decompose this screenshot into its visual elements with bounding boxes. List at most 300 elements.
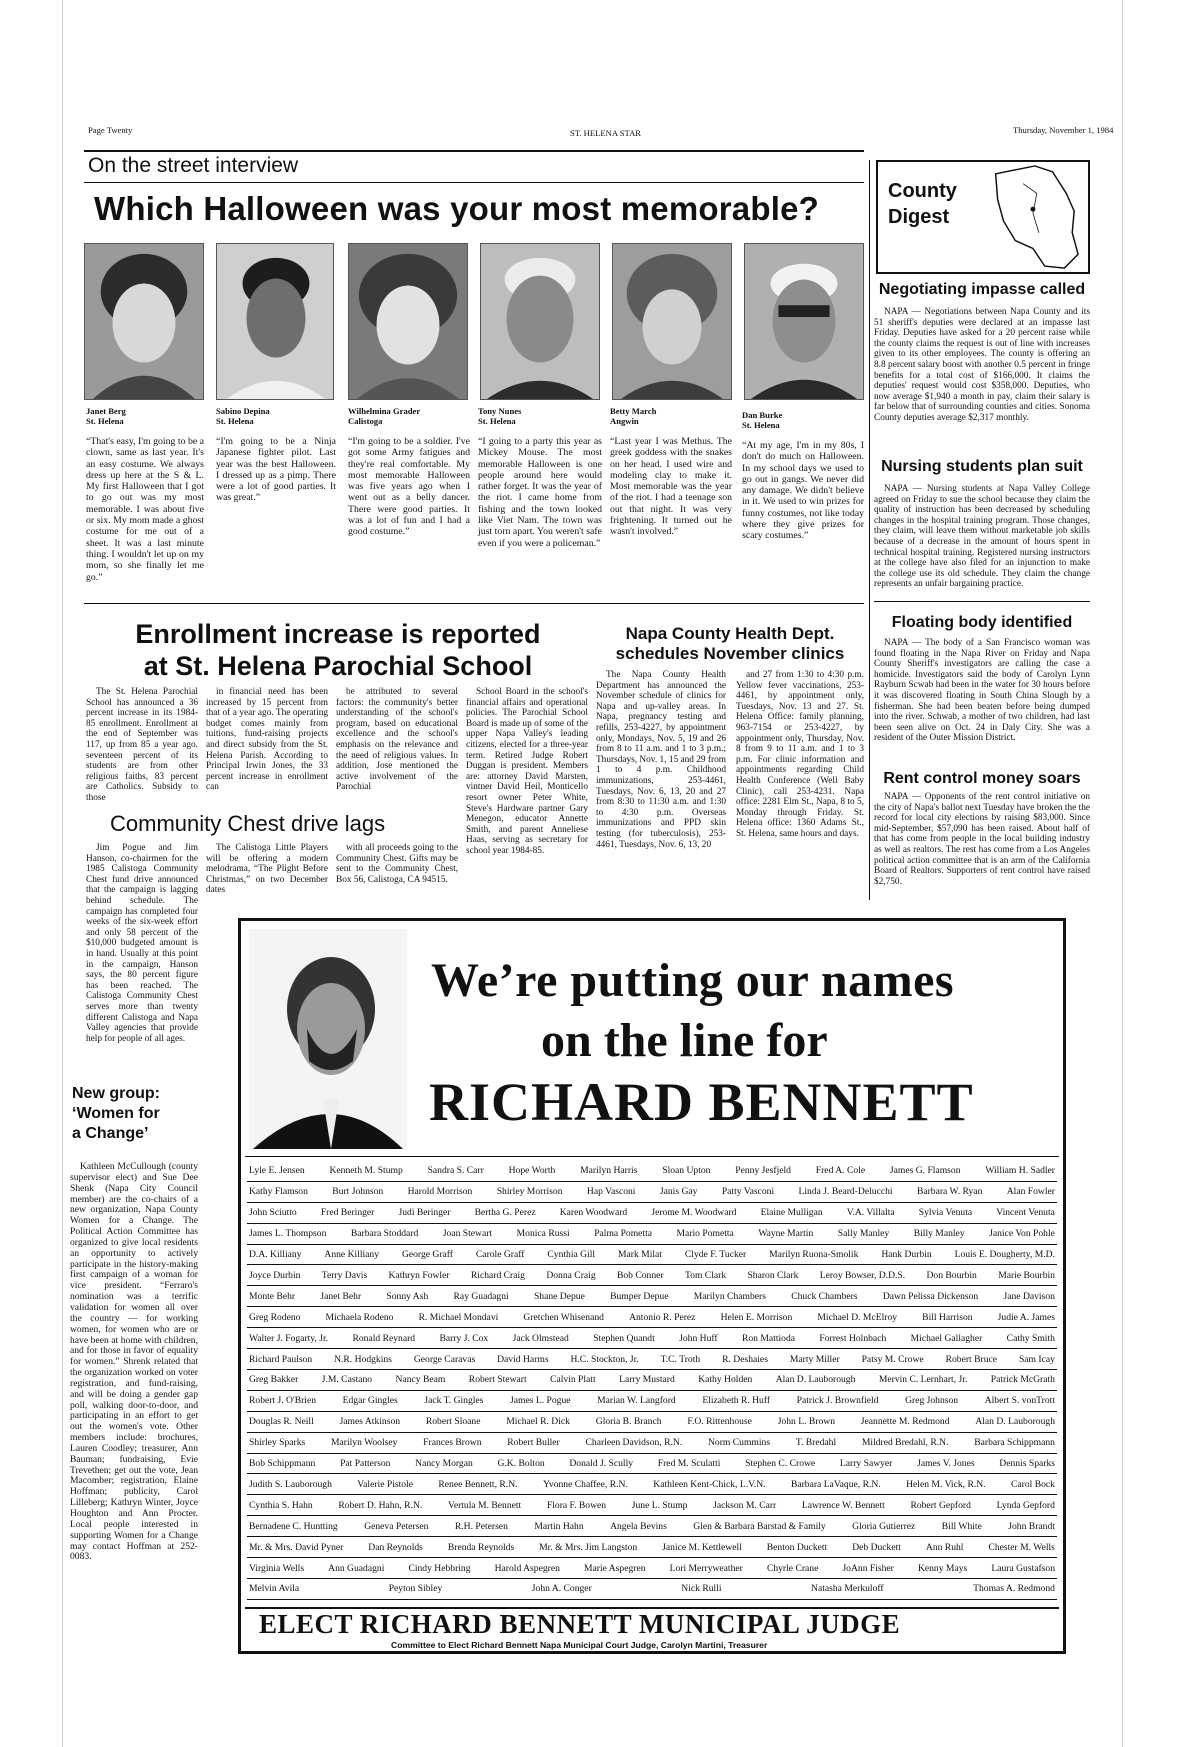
chest-col: Jim Pogue and Jim Hanson, co-chairmen for the 1985 Calistoga Community Chest fund drive announced that the campaign is lagging behind schedule. The campaign has completed four weeks of the six-week effort and only 58 percent of the $10,000 budgeted amount is in hand. Usually at this point in the campaign, Hanson says, the 80 percent figure has been reached. The Calistoga Community Chest serves more than twenty different Calistoga and Napa Valley agencies that provide help for people of all ages. [86, 843, 198, 1044]
supporter-name: Bob Conner [616, 1269, 664, 1281]
digest-headline: Rent control money soars [883, 770, 1081, 787]
supporter-name: Marty Miller [789, 1353, 840, 1365]
supporter-name: James L. Pogue [510, 1395, 571, 1407]
supporter-name: Janet Behr [320, 1290, 362, 1302]
supporter-name: Sandra S. Carr [427, 1165, 484, 1177]
supporter-name: Albert S. vonTrott [984, 1395, 1055, 1407]
supporter-name: Judith S. Lauborough [249, 1478, 332, 1490]
person-name: Wilhelmina Grader [348, 406, 421, 416]
digest-item [874, 614, 1090, 744]
supporter-name: Burt Johnson [332, 1186, 384, 1198]
enrollment-col: School Board in the school's financial affairs and operational policies. The Parochial School Board is made up of some of the upper Napa Valley's leading citizens, elected for a three-year term. Retired Judge Robert Duggan is president. Members are: attorney David Marsten, vintner David Heil, Monticello resort owner Peter White, Steve's Hardware partner Gary Menegon, educator Annette Smith, and parent Anneliese Haas, serving as secretary for school year 1984-85. [466, 687, 588, 856]
campaign-ad [238, 918, 1066, 1654]
supporter-name: Hank Durbin [881, 1249, 932, 1261]
supporter-name: Sylvia Venuta [918, 1207, 973, 1219]
supporter-name: Janis Gay [659, 1186, 698, 1198]
supporter-name: Chyrle Crane [766, 1562, 819, 1574]
supporter-row [247, 1558, 1057, 1579]
supporter-name: James G. Flamson [889, 1165, 961, 1177]
supporter-name: Ann Ruhl [925, 1541, 964, 1553]
supporter-name: Bill Harrison [922, 1311, 973, 1323]
supporter-name: Nancy Beam [395, 1374, 446, 1386]
supporter-name: George Graff [401, 1249, 453, 1261]
supporter-name: Greg Johnson [905, 1395, 959, 1407]
supporter-name: Harold Aspegren [494, 1562, 560, 1574]
portrait-photo [84, 243, 204, 400]
person-caption [86, 406, 204, 583]
digest-item [874, 770, 1090, 887]
supporter-name: Marilyn Harris [580, 1165, 638, 1177]
person-caption [610, 406, 732, 538]
supporter-name: Ronald Reynard [352, 1332, 416, 1344]
person-name: Sabino Depina [216, 406, 270, 416]
supporter-name: Walter J. Fogarty, Jr. [249, 1332, 329, 1344]
health-headline-line2: schedules November clinics [615, 644, 845, 663]
supporter-name: Elaine Mulligan [760, 1207, 823, 1219]
supporter-name: Harold Morrison [407, 1186, 473, 1198]
supporter-row [247, 1433, 1057, 1454]
digest-item [874, 281, 1090, 424]
supporter-name: T. Bredahl [795, 1437, 837, 1449]
supporter-name: Donna Craig [546, 1269, 596, 1281]
supporter-name: Elizabeth R. Huff [702, 1395, 771, 1407]
supporter-name: Stephen Quandt [593, 1332, 655, 1344]
person-town: Calistoga [348, 416, 383, 426]
supporter-name: Mildred Bredahl, R.N. [861, 1437, 949, 1449]
supporter-name: Bob Schippmann [249, 1458, 316, 1470]
supporter-name: Joan Stewart [442, 1228, 493, 1240]
health-col: The Napa County Health Department has announced the November schedule of clinics for Napa and up-valley areas. In Napa, pregnancy testing and refills, 253-4227, by appointment only, Mondays, Nov. 5, 19 and 26 from 8 to 11 a.m. and 1 to 3 p.m.; Thursdays, Nov. 1, 15 and 29 from 1 to 4 p.m. Childhood immunizations, 253-4461, Tuesdays, Nov. 6, 13, 20 and 27 from 8:30 to 11:30 a.m. and 1:30 to 4:30 p.m. Overseas immunizations and PPD skin testing (for tuberculosis), 253-4461, Tuesdays, Nov. 6, 13, 20 [596, 670, 726, 850]
supporter-name: Michael R. Dick [506, 1416, 570, 1428]
portrait-photo [216, 243, 334, 400]
supporter-row [247, 1579, 1057, 1600]
person-caption [216, 406, 336, 504]
supporter-name: Patrick J. Brownfield [796, 1395, 879, 1407]
supporter-name: Larry Mustard [619, 1374, 675, 1386]
women-headline [72, 1084, 212, 1144]
supporter-name: Chuck Chambers [791, 1290, 858, 1302]
supporter-name: V.A. Villalta [846, 1207, 895, 1219]
supporter-name: George Caravas [413, 1353, 476, 1365]
digest-text: NAPA — The body of a San Francisco woman was found floating in the Napa River on Friday and Napa County Sheriff's investigators are calling the case a homicide. Investigators said the body of Carolyn Lynn Rayburn Scwab had been in the water for 30 hours before it was discovered floating in South China Slough by a fisherman. She had been beaten before being dumped into the river. Schwab, a mother of two children, had last been seen alive on Oct. 24 in Daly City. She was a resident of the Outer Mission District. [874, 638, 1090, 744]
supporter-row [247, 1224, 1057, 1245]
supporter-name: Patty Vasconi [721, 1186, 775, 1198]
street-headline: Which Halloween was your most memorable? [94, 190, 819, 227]
supporter-name: Barbara Stoddard [350, 1228, 419, 1240]
supporter-name: Jack T. Gingles [424, 1395, 484, 1407]
section-kicker: On the street interview [88, 154, 299, 177]
person-quote: “I'm going to be a Ninja Japanese fighter pilot. Last year was the best Halloween. I dressed up as a pimp. There were a lot of good parties. It was great.” [216, 436, 336, 504]
newspaper-name: ST. HELENA STAR [570, 128, 642, 138]
supporter-name: Palma Pometta [594, 1228, 653, 1240]
supporter-name: John A. Conger [531, 1583, 592, 1595]
supporter-name: Cathy Smith [1006, 1332, 1055, 1344]
supporter-name: JoAnn Fisher [842, 1562, 894, 1574]
women-headline-line2: ‘Women for [72, 1105, 160, 1122]
enrollment-col: be attributed to several factors: the community's better understanding of the school's program, based on educational excellence and the school's emphasis on the relevance and the need of religious values. In addition, Jose mentioned the active involvement of the Parochial [336, 687, 458, 793]
person-name: Betty March [610, 406, 657, 416]
supporter-name: Barry J. Cox [439, 1332, 489, 1344]
portrait-photo [744, 243, 864, 400]
issue-date: Thursday, November 1, 1984 [1013, 125, 1114, 135]
supporter-name: R. Michael Mondavi [418, 1311, 499, 1323]
supporter-name: Shirley Morrison [496, 1186, 563, 1198]
supporter-name: Sloan Upton [662, 1165, 711, 1177]
supporter-name: Vertula M. Bennett [447, 1499, 522, 1511]
supporter-name: Forrest Holnbach [819, 1332, 887, 1344]
page-edge-rule [1122, 0, 1123, 1747]
supporter-name: Wayne Martin [758, 1228, 814, 1240]
supporter-name: Helen M. Vick, R.N. [906, 1478, 986, 1490]
supporter-name: Kathy Flamson [249, 1186, 308, 1198]
supporter-name: G.K. Bolton [497, 1458, 545, 1470]
person-caption [742, 410, 864, 542]
person-town: Angwin [610, 416, 639, 426]
supporter-name: Douglas R. Neill [249, 1416, 314, 1428]
supporter-name: Kathy Holden [698, 1374, 753, 1386]
person-quote: “That's easy, I'm going to be a clown, same as last year. It's an easy costume. We always dress up here at the S & L. My first Halloween that I got to go out was my most memorable. I was about five or six. My mom made a ghost costume for me out of a sheet. It was a last minute thing. I wouldn't let up on my mom, so she finally let me go.” [86, 436, 204, 583]
supporter-name: Sonny Ash [386, 1290, 429, 1302]
supporter-name: R. Deshaies [722, 1353, 768, 1365]
digest-title-line2: Digest [888, 206, 950, 228]
supporter-name: Lori Merryweather [669, 1562, 743, 1574]
supporter-name: Robert Stewart [468, 1374, 527, 1386]
supporter-name: John L. Brown [777, 1416, 835, 1428]
ad-headline-line3: RICHARD BENNETT [429, 1072, 974, 1132]
supporter-name: Gloria B. Branch [595, 1416, 662, 1428]
supporter-name: Carol Bock [1010, 1478, 1055, 1490]
person-town: St. Helena [478, 416, 516, 426]
supporter-name: Mr. & Mrs. Jim Langston [539, 1541, 638, 1553]
supporter-name: Geneva Petersen [364, 1520, 429, 1532]
supporter-name: Glen & Barbara Barstad & Family [693, 1520, 826, 1532]
supporter-row [247, 1245, 1057, 1266]
supporter-name: Dan Reynolds [368, 1541, 423, 1553]
supporter-row [247, 1495, 1057, 1516]
supporter-name: William H. Sadler [985, 1165, 1055, 1177]
supporter-name: Barbara Schippmann [974, 1437, 1055, 1449]
supporter-name: Judi Beringer [398, 1207, 451, 1219]
supporter-name: Penny Jesfjeld [735, 1165, 791, 1177]
supporter-name: Tom Clark [684, 1269, 727, 1281]
supporter-name: Cindy Hebbring [408, 1562, 471, 1574]
supporter-name: Alan Fowler [1006, 1186, 1055, 1198]
supporter-name: Sam Icay [1018, 1353, 1055, 1365]
supporter-name: Donald J. Scully [569, 1458, 634, 1470]
supporter-name: Jeannette M. Redmond [860, 1416, 950, 1428]
enrollment-headline-line1: Enrollment increase is reported [135, 619, 541, 649]
enrollment-col: The St. Helena Parochial School has announced a 36 percent increase in its 1984-85 enrollment. Enrollment at the end of September was 117, up from 85 a year ago. seventeen percent of its students are from other religious faiths, 83 percent are Catholics. Subsidy to those [86, 687, 198, 803]
supporter-name: Greg Bakker [249, 1374, 299, 1386]
supporter-name: Billy Manley [913, 1228, 965, 1240]
supporter-name: Richard Paulson [249, 1353, 313, 1365]
section-rule [84, 603, 864, 604]
supporter-name: Cynthia Gill [547, 1249, 596, 1261]
ad-headline-line2: on the line for [541, 1014, 828, 1067]
supporter-row [247, 1454, 1057, 1475]
supporter-name: John Brandt [1008, 1520, 1055, 1532]
person-name: Tony Nunes [478, 406, 522, 416]
digest-headline: Nursing students plan suit [881, 458, 1083, 475]
supporter-name: Valerie Pistole [357, 1478, 413, 1490]
supporter-name: Jackson M. Carr [713, 1499, 777, 1511]
supporter-name: John Huff [679, 1332, 718, 1344]
header-rule [84, 150, 864, 152]
supporter-name: Brenda Reynolds [447, 1541, 515, 1553]
portrait-photo [612, 243, 732, 400]
supporter-name: Patsy M. Crowe [861, 1353, 924, 1365]
supporter-row [247, 1391, 1057, 1412]
supporter-name: Alan D. Lauborough [775, 1374, 856, 1386]
women-text: Kathleen McCullough (county supervisor elect) and Sue Dee Shenk (Napa City Council member) are the co-chairs of a new organization, Napa County Women for a Change. The Political Action Committee has organized to give local residents an opportunity to actively participate in the history-making first campaign of a woman for vice president. “Ferraro's nomination was a terrific validation for women all over the country — for working women, for women who are or have been at home with children, and for those in favor of equality for women.” Shrenk related that the organization worked on voter registration, and fund-raising, and will be doing a gender gap poll, walking door-to-door, and participating in an effort to get out the women's vote. Other members include: brochures, Lauren Coodley; treasurer, Ann Bauman; fundraising, Evie Trevethen; get out the vote, Jean Macomber; registration, Elaine Hoffman; publicity, Carol Lilleberg; Kathryn Winter, Joyce Houghton and Ann Procter. Local people interested in supporting Women for a Change may contact Hoffman at 252-0083. [70, 1161, 198, 1563]
supporter-name: Greg Rodeno [249, 1311, 301, 1323]
supporter-name: Renee Bennett, R.N. [438, 1478, 518, 1490]
supporter-name: James V. Jones [917, 1458, 975, 1470]
supporter-name: Ann Guadagni [328, 1562, 385, 1574]
supporter-name: Calvin Platt [550, 1374, 596, 1386]
supporter-name: Janice Von Pohle [989, 1228, 1055, 1240]
person-town: St. Helena [742, 420, 780, 430]
supporter-name: Janice M. Kettlewell [662, 1541, 742, 1553]
supporter-name: Peyton Sibley [388, 1583, 443, 1595]
supporter-name: Fred M. Sculatti [657, 1458, 721, 1470]
supporter-name: Robert J. O'Brien [249, 1395, 317, 1407]
person-quote: “I going to a party this year as Mickey Mouse. The most memorable Halloween is one people around here would rather forget. It was the year of the riot. I came home from fishing and the town looked like Viet Nam. The town was just torn apart. You weren't safe even if you were a policeman.” [478, 436, 602, 549]
supporter-name: Melvin Avila [249, 1583, 300, 1595]
supporter-name: Flora F. Bowen [546, 1499, 607, 1511]
supporter-name: Natasha Merkuloff [811, 1583, 884, 1595]
health-headline-line1: Napa County Health Dept. [625, 624, 835, 643]
supporter-name: Pat Patterson [340, 1458, 391, 1470]
supporter-name: Jack Olmstead [512, 1332, 569, 1344]
supporter-name: Linda J. Beard-Delucchi [798, 1186, 893, 1198]
supporter-name: Robert Buller [507, 1437, 560, 1449]
supporter-name: Marilyn Ruona-Smolik [769, 1249, 859, 1261]
supporter-name: Kathryn Fowler [388, 1269, 450, 1281]
supporter-name: J.M. Castano [321, 1374, 373, 1386]
page-number: Page Twenty [88, 125, 133, 135]
supporter-name: Robert Bruce [945, 1353, 998, 1365]
supporter-row [247, 1307, 1057, 1328]
supporter-name: Chester M. Wells [988, 1541, 1055, 1553]
supporter-name: Gretchen Whisenand [523, 1311, 604, 1323]
supporter-name: Thomas A. Redmond [973, 1583, 1055, 1595]
supporter-row [247, 1203, 1057, 1224]
person-quote: “I'm going to be a soldier. I've got some Army fatigues and they're real comfortable. My most memorable Halloween was five years ago when I went out as a belly dancer. There were good parties. It was a lot of fun and I had a good costume.” [348, 436, 470, 538]
supporter-name: John Sciutto [249, 1207, 297, 1219]
portrait-photo [480, 243, 600, 400]
supporter-name: Angela Bevins [610, 1520, 667, 1532]
supporter-name: Michael Gallagher [910, 1332, 983, 1344]
supporter-name: Bernadene C. Huntting [249, 1520, 338, 1532]
enrollment-headline [88, 618, 588, 682]
supporter-name: Dawn Pelissa Dickenson [882, 1290, 979, 1302]
digest-text: NAPA — Opponents of the rent control initiative on the city of Napa's ballot next Tuesday have broken the the record for local city elections by raising $83,000. Since mid-September, $57,090 has been raised. About half of that has come from people in the local building industry as well as realtors. The rest has come from a Los Angeles political action committee that is an arm of the California Board of Realtors. Supporters of rent control have raised $2,750. [874, 792, 1090, 887]
supporter-name: Ron Mattioda [741, 1332, 795, 1344]
supporter-name: Joyce Durbin [249, 1269, 301, 1281]
supporter-name: Antonio R. Perez [629, 1311, 696, 1323]
supporter-name: Jerome M. Woodward [651, 1207, 737, 1219]
supporter-name: Marilyn Woolsey [330, 1437, 398, 1449]
chest-headline: Community Chest drive lags [110, 811, 386, 836]
digest-headline: Negotiating impasse called [878, 281, 1086, 298]
supporter-name: Virginia Wells [249, 1562, 305, 1574]
supporter-name: Alan D. Lauborough [975, 1416, 1055, 1428]
supporter-name: Benton Duckett [766, 1541, 828, 1553]
supporter-name: Cynthia S. Hahn [249, 1499, 313, 1511]
supporter-name: James L. Thompson [249, 1228, 327, 1240]
supporter-name: Monte Behr [249, 1290, 296, 1302]
digest-text: NAPA — Nursing students at Napa Valley College agreed on Friday to sue the school because they claim the quality of instruction has been decreased by scheduling changes in the hospital training program. Those changes, they claim, will leave them without marketable job skills because of a decrease in the amount of hours spent in technical hospital training. Registered nursing instructors at the college have also filed for an injunction to make the college use its old schedule. They claim the change represents an unfair bargaining practice. [874, 484, 1090, 590]
supporter-name: David Harms [497, 1353, 549, 1365]
person-name: Janet Berg [86, 406, 126, 416]
supporter-name: Lawrence W. Bennett [801, 1499, 885, 1511]
supporter-name: Bill White [941, 1520, 982, 1532]
supporter-name: Marian W. Langford [597, 1395, 676, 1407]
supporter-name: Larry Sawyer [839, 1458, 893, 1470]
person-town: St. Helena [86, 416, 124, 426]
supporter-name: Monica Russi [516, 1228, 570, 1240]
supporter-row [247, 1182, 1057, 1203]
person-name: Dan Burke [742, 410, 783, 420]
supporter-name: Don Bourbin [926, 1269, 977, 1281]
enrollment-col: in financial need has been increased by 15 percent from that of a year ago. The operating budget comes mainly from tuitions, fund-raising projects and direct subsidy from the St. Helena Parish. According to Principal Irwin Jones, the 33 percent increase in enrollment can [206, 687, 328, 793]
supporter-name: Robert Sloane [425, 1416, 481, 1428]
chest-col: with all proceeds going to the Community Chest. Gifts may be sent to the Community Chest, Box 56, Calistoga, CA 94515. [336, 843, 458, 885]
supporter-name: Laura Gustafson [991, 1562, 1055, 1574]
person-quote: “At my age, I'm in my 80s, I don't do much on Halloween. In my school days we used to go out in gangs. We never did any damage. We didn't believe in it. We used to win prizes for funny costumes, not like today where they give prizes for scary costumes.” [742, 440, 864, 542]
person-caption [348, 406, 470, 538]
supporter-name: Barbara LaVaque, R.N. [790, 1478, 881, 1490]
supporter-name: Shirley Sparks [249, 1437, 306, 1449]
supporter-name: Marie Bourbin [998, 1269, 1055, 1281]
supporter-name: Jane Davison [1003, 1290, 1055, 1302]
supporter-name: Leroy Bowser, D.D.S. [819, 1269, 906, 1281]
supporter-name: Fred Beringer [320, 1207, 375, 1219]
person-caption [478, 406, 602, 549]
supporter-name: Bumper Depue [610, 1290, 669, 1302]
page-edge-rule [62, 0, 63, 1747]
portrait-photo [348, 243, 468, 400]
supporter-name: Marie Aspegren [583, 1562, 646, 1574]
supporter-name: Richard Craig [470, 1269, 525, 1281]
supporter-name: Norm Cummins [707, 1437, 771, 1449]
supporter-name: Terry Davis [321, 1269, 368, 1281]
supporter-name: Lynda Gepford [996, 1499, 1055, 1511]
supporter-row [247, 1475, 1057, 1496]
digest-item [874, 458, 1090, 590]
supporter-row [247, 1349, 1057, 1370]
supporter-name: Carole Graff [475, 1249, 525, 1261]
supporter-name: Lyle E. Jensen [249, 1165, 305, 1177]
supporter-row [247, 1516, 1057, 1537]
county-digest-box [876, 160, 1090, 274]
supporter-name: D.A. Killiany [249, 1249, 302, 1261]
supporter-names-grid [241, 1161, 1063, 1601]
chest-col: The Calistoga Little Players will be offering a modern melodrama, “The Plight Before Christmas,” on two December dates [206, 843, 328, 896]
digest-rule [874, 601, 1090, 602]
supporter-name: Marilyn Chambers [693, 1290, 766, 1302]
column-rule [869, 160, 870, 900]
ad-rule [245, 1156, 1059, 1157]
supporter-name: R.H. Petersen [454, 1520, 508, 1532]
digest-text: NAPA — Negotiations between Napa County and its 51 sheriff's deputies were declared at an impasse last Friday. Deputies have asked for a 20 percent raise while the county claims the request is out of line with increases given to its other employees. The county is offering an 8.8 percent salary boost with another 0.5 percent in fringe benefits for a total cost of $166,000. It claims the deputies' request would cost $358,000. Deputies, who now average $1,940 a month in pay, claim their salary is far below that of surrounding counties and cities. Sonoma County deputies average $2,317 monthly. [874, 307, 1090, 423]
supporter-name: Charleen Davidson, R.N. [585, 1437, 683, 1449]
women-headline-line1: New group: [72, 1085, 160, 1102]
supporter-name: Hope Worth [508, 1165, 556, 1177]
supporter-name: Martin Hahn [534, 1520, 584, 1532]
supporter-name: Stephen C. Crowe [745, 1458, 816, 1470]
supporter-row [247, 1266, 1057, 1287]
women-headline-line3: a Change’ [72, 1125, 149, 1142]
supporter-name: Patrick McGrath [990, 1374, 1055, 1386]
elect-banner: ELECT RICHARD BENNETT MUNICIPAL JUDGE [259, 1609, 901, 1639]
digest-title-line1: County [888, 180, 957, 202]
supporter-name: Fred A. Cole [815, 1165, 866, 1177]
supporter-row [247, 1161, 1057, 1182]
county-map-icon [972, 164, 1088, 272]
supporter-row [247, 1286, 1057, 1307]
supporter-name: Anne Killiany [324, 1249, 380, 1261]
supporter-name: Mr. & Mrs. David Pyner [249, 1541, 344, 1553]
supporter-name: Mervin C. Lernhart, Jr. [878, 1374, 968, 1386]
supporter-name: Helen E. Morrison [720, 1311, 793, 1323]
enrollment-headline-line2: at St. Helena Parochial School [143, 651, 533, 681]
supporter-row [247, 1328, 1057, 1349]
supporter-name: Karen Woodward [559, 1207, 628, 1219]
supporter-name: Gloria Gutierrez [852, 1520, 916, 1532]
supporter-name: June L. Stump [631, 1499, 688, 1511]
health-col: and 27 from 1:30 to 4:30 p.m. Yellow fever vaccinations, 253-4461, by appointment only, Tuesdays, Nov. 13 and 27. St. Helena Office: family planning, 963-7154 or 253-4227, by appointment only, Thursday, Nov. 8 from 9 to 11 a.m. and 1 to 3 p.m. For clinic information and appointments regarding Child Health Conference (Well Baby Clinic), call 253-4231. Napa office: 2281 Elm St., Napa, 8 to 5, Monday through Friday. St. Helena office: 1360 Adams St., St. Helena, same hours and days. [736, 670, 864, 839]
supporter-name: Deb Duckett [852, 1541, 901, 1553]
supporter-name: Nick Rulli [681, 1583, 722, 1595]
supporter-name: Kathleen Kent-Chick, L.V.N. [653, 1478, 766, 1490]
candidate-photo [249, 929, 407, 1149]
supporter-name: Robert Gepford [910, 1499, 971, 1511]
supporter-name: Ray Guadagni [453, 1290, 509, 1302]
supporter-row [247, 1412, 1057, 1433]
supporter-name: Yvonne Chaffee, R.N. [542, 1478, 628, 1490]
supporter-name: T.C. Troth [660, 1353, 701, 1365]
supporter-name: Judie A. James [997, 1311, 1055, 1323]
supporter-name: N.R. Hodgkins [334, 1353, 392, 1365]
supporter-name: Kenny Mays [917, 1562, 968, 1574]
supporter-name: Edgar Gingles [342, 1395, 398, 1407]
committee-line: Committee to Elect Richard Bennett Napa Municipal Court Judge, Carolyn Martini, Treasurer [391, 1640, 768, 1650]
ad-headline-line1: We’re putting our names [431, 954, 955, 1007]
supporter-name: Sharon Clark [747, 1269, 799, 1281]
kicker-rule [84, 182, 864, 183]
supporter-name: Mario Pometta [676, 1228, 734, 1240]
supporter-name: Sally Manley [837, 1228, 890, 1240]
supporter-name: Vincent Venuta [996, 1207, 1055, 1219]
person-quote: “Last year I was Methus. The greek goddess with the snakes on her head. I used wire and modeling clay to make it. Most memorable was the year of the riot. I had a teenage son out that night. It was very frightening. It turned out he wasn't involved.” [610, 436, 732, 538]
supporter-row [247, 1370, 1057, 1391]
supporter-name: Nancy Morgan [415, 1458, 473, 1470]
supporter-name: Louis E. Dougherty, M.D. [954, 1249, 1055, 1261]
supporter-row [247, 1537, 1057, 1558]
supporter-name: Shane Depue [533, 1290, 585, 1302]
supporter-name: F.O. Rittenhouse [687, 1416, 752, 1428]
supporter-name: Clyde F. Tucker [684, 1249, 747, 1261]
supporter-name: Robert D. Hahn, R.N. [338, 1499, 423, 1511]
person-town: St. Helena [216, 416, 254, 426]
supporter-name: Barbara W. Ryan [916, 1186, 983, 1198]
supporter-name: Dennis Sparks [999, 1458, 1055, 1470]
supporter-name: H.C. Stockton, Jr. [570, 1353, 639, 1365]
digest-headline: Floating body identified [891, 614, 1073, 631]
supporter-name: Mark Milat [618, 1249, 662, 1261]
